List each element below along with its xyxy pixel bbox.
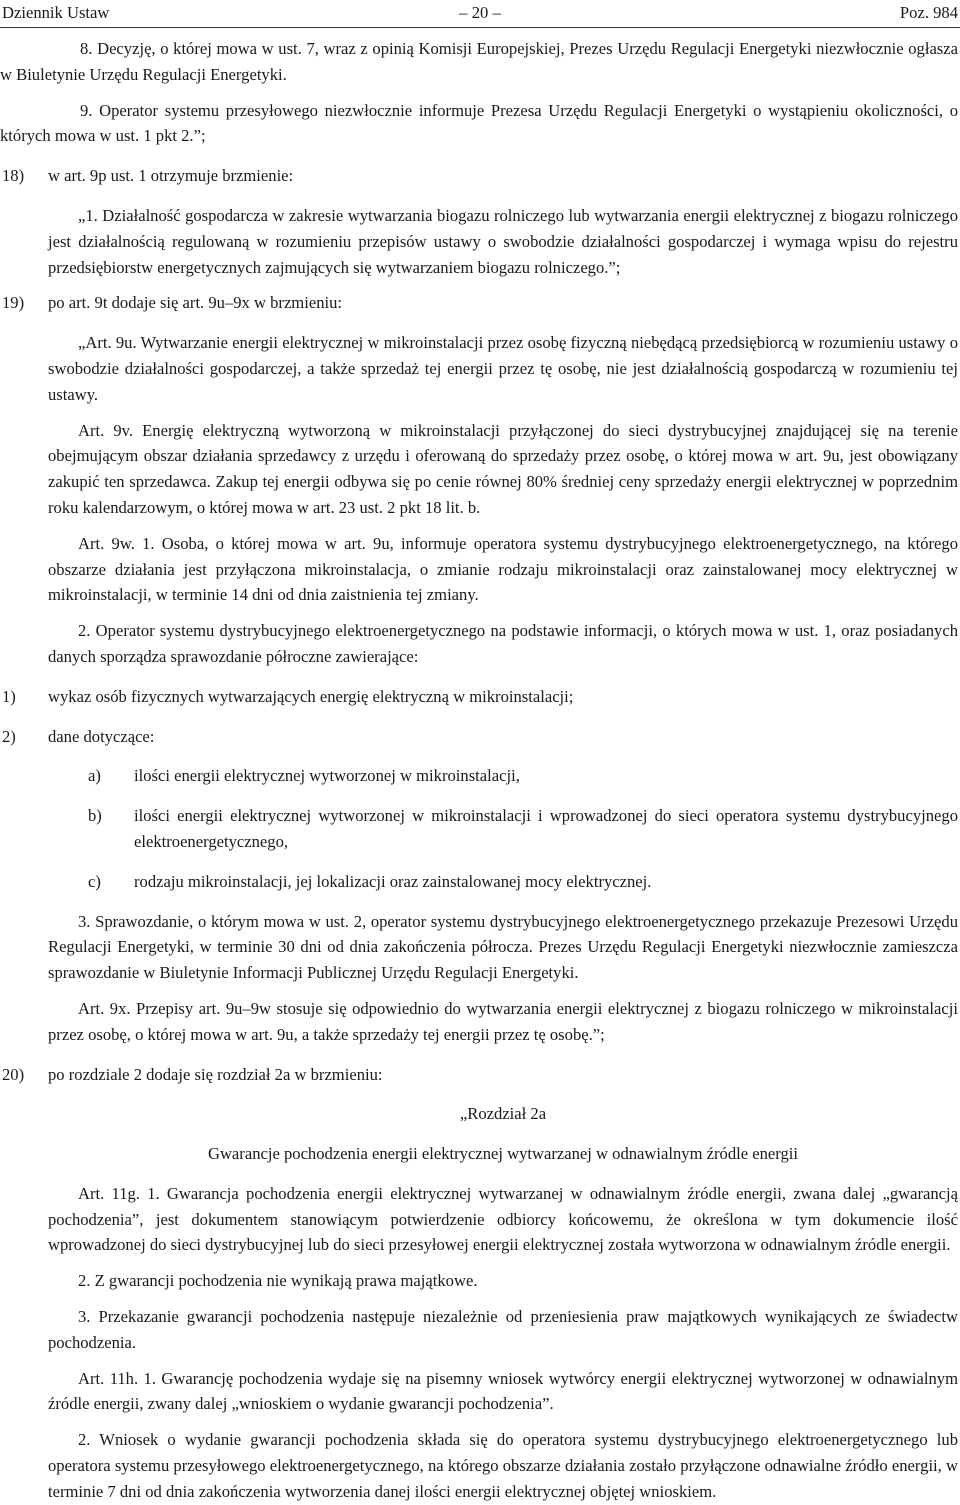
list-text: dane dotyczące:	[48, 726, 155, 746]
paragraph: Art. 9w. 1. Osoba, o której mowa w art. 9u, informuje operatora systemu dystrybucyjnego elektroenergetycznego, na którego obszarze działania jest przyłączona mikroinstalacja, o zmianie rodzaju mikroinstalacji oraz zainstalowanej mocy elektrycznej w mikroinstalacji, w terminie 14 dni od dnia zaistnienia tej zmiany.	[48, 533, 958, 605]
position-number: Poz. 984	[899, 3, 958, 22]
article-block	[0, 909, 958, 1048]
list-item	[0, 1062, 958, 1088]
paragraph: 9. Operator systemu przesyłowego niezwłocznie informuje Prezesa Urzędu Regulacji Energetyki o wystąpieniu okoliczności, o których mowa w ust. 1 pkt 2.”;	[0, 100, 958, 146]
list-number: 1)	[2, 686, 16, 706]
sub-list-letter: b)	[88, 806, 102, 826]
list-text: wykaz osób fizycznych wytwarzających energię elektryczną w mikroinstalacji;	[48, 686, 574, 706]
list-text: po art. 9t dodaje się art. 9u–9x w brzmieniu:	[48, 293, 343, 313]
paragraph: 3. Sprawozdanie, o którym mowa w ust. 2, operator systemu dystrybucyjnego elektroenergetycznego przekazuje Prezesowi Urzędu Regulacji Energetyki, w terminie 30 dni od dnia zakończenia półrocza. Prezes Urzędu Regulacji Energetyki niezwłocznie zamieszcza sprawozdanie w Biuletynie Informacji Publicznej Urzędu Regulacji Energetyki.	[48, 911, 958, 983]
sub-list-text: ilości energii elektrycznej wytworzonej w mikroinstalacji i wprowadzonej do sieci operatora systemu dystrybucyjnego elektroenergetycznego,	[134, 806, 958, 851]
paragraph: „Art. 9u. Wytwarzanie energii elektrycznej w mikroinstalacji przez osobę fizyczną niebędącą przedsiębiorcą w rozumieniu ustawy o swobodzie działalności gospodarczej, a także sprzedaż tej energii przez tę osobę, nie jest działalnością gospodarczą w rozumieniu tej ustawy.	[48, 333, 958, 404]
chapter-block	[0, 1101, 958, 1504]
paragraph: 2. Operator systemu dystrybucyjnego elektroenergetycznego na podstawie informacji, o których mowa w ust. 1, oraz posiadanych danych sporządza sprawozdanie półroczne zawierające:	[48, 621, 958, 666]
page-number: – 20 –	[459, 3, 501, 22]
sub-list-letter: a)	[88, 766, 101, 786]
sub-list-letter: c)	[88, 871, 101, 891]
paragraph: 2. Wniosek o wydanie gwarancji pochodzenia składa się do operatora systemu dystrybucyjnego elektroenergetycznego lub operatora systemu przesyłowego elektroenergetycznego, na którego obszarze działania zostało przyłączone odnawialne źródło energii, w terminie 7 dni od dnia zakończenia wytworzenia danej ilości energii elektrycznej objętej wnioskiem.	[48, 1430, 958, 1501]
article-block	[0, 330, 958, 670]
paragraph: 2. Z gwarancji pochodzenia nie wynikają prawa majątkowe.	[78, 1271, 478, 1291]
sub-list-text: ilości energii elektrycznej wytworzonej w mikroinstalacji,	[134, 766, 520, 786]
paragraph: Art. 9v. Energię elektryczną wytworzoną w mikroinstalacji przyłączonej do sieci dystrybucyjnej znajdującej się na terenie obejmującym obszar działania sprzedawcy z urzędu i oferowaną do sprzedaży przez osobę, o której mowa w art. 9u, jest obowiązany zakupić ten sprzedawca. Zakup tej energii odbywa się po cenie równej 80% średniej ceny sprzedaży energii elektrycznej w poprzednim roku kalendarzowym, o której mowa w art. 23 ust. 2 pkt 18 lit. b.	[48, 420, 958, 517]
document-body	[0, 36, 958, 1505]
list-text: po rozdziale 2 dodaje się rozdział 2a w brzmieniu:	[48, 1064, 383, 1084]
paragraph: Art. 9x. Przepisy art. 9u–9w stosuje się odpowiednio do wytwarzania energii elektrycznej z biogazu rolniczego w mikroinstalacji przez osobę, o której mowa w art. 9u, a także sprzedaży tej energii przez tę osobę.”;	[48, 998, 958, 1044]
journal-title: Dziennik Ustaw	[2, 3, 110, 22]
list-item	[0, 163, 958, 189]
sub-list-text: rodzaju mikroinstalacji, jej lokalizacji oraz zainstalowanej mocy elektrycznej.	[134, 871, 652, 891]
list-item	[0, 724, 958, 750]
paragraph: 8. Decyzję, o której mowa w ust. 7, wraz z opinią Komisji Europejskiej, Prezes Urzędu Regulacji Energetyki niezwłocznie ogłasza w Biuletynie Urzędu Regulacji Energetyki.	[0, 39, 958, 84]
paragraph: „1. Działalność gospodarcza w zakresie wytwarzania biogazu rolniczego lub wytwarzania energii elektrycznej z biogazu rolniczego jest działalnością regulowaną w rozumieniu przepisów ustawy o swobodzie działalności gospodarczej i wymaga wpisu do rejestru przedsiębiorstw energetycznych zajmujących się wytwarzaniem biogazu rolniczego.”;	[48, 205, 958, 277]
list-item	[0, 290, 958, 316]
paragraph: 3. Przekazanie gwarancji pochodzenia następuje niezależnie od przeniesienia praw majątkowych wynikających ze świadectw pochodzenia.	[48, 1307, 958, 1352]
list-number: 2)	[2, 726, 16, 746]
sub-list-item	[0, 803, 958, 855]
list-number: 20)	[2, 1064, 25, 1084]
paragraph: Art. 11g. 1. Gwarancja pochodzenia energii elektrycznej wytwarzanej w odnawialnym źródle energii, zwana dalej „gwarancją pochodzenia”, jest dokumentem stanowiącym potwierdzenie odbiorcy końcowemu, że określona w tym dokumencie ilość wprowadzonej do sieci dystrybucyjnej lub do sieci przesyłowej energii elektrycznej została wytworzona w odnawialnym źródle energii.	[48, 1183, 958, 1255]
list-text: w art. 9p ust. 1 otrzymuje brzmienie:	[48, 166, 294, 186]
header-rule	[0, 27, 960, 28]
list-item	[0, 684, 958, 710]
sub-list-item	[0, 869, 958, 895]
chapter-subtitle: Gwarancje pochodzenia energii elektrycznej wytwarzanej w odnawialnym źródle energii	[207, 1144, 799, 1164]
list-number: 19)	[2, 293, 25, 313]
sub-list-item	[0, 763, 958, 789]
list-number: 18)	[2, 166, 25, 186]
paragraph: Art. 11h. 1. Gwarancję pochodzenia wydaje się na pisemny wniosek wytwórcy energii elektrycznej wytworzonej w odnawialnym źródle energii, zwany dalej „wnioskiem o wydanie gwarancji pochodzenia”.	[48, 1368, 958, 1414]
page-header	[0, 0, 960, 26]
chapter-title: „Rozdział 2a	[459, 1104, 547, 1124]
